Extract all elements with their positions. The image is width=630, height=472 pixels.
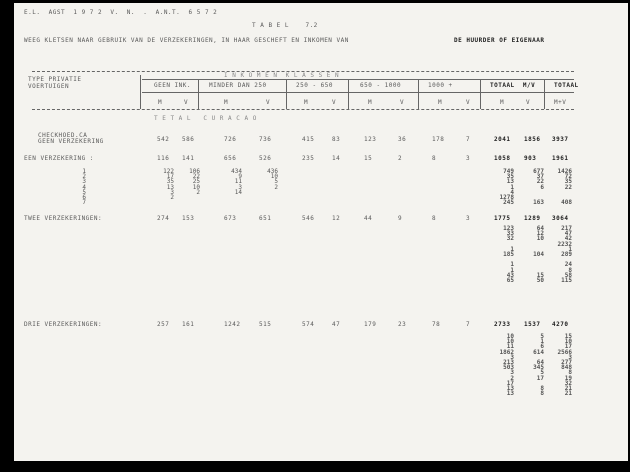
mv-9: M [438,99,443,106]
cell: 574 [302,321,315,328]
cell: 1856 [524,136,541,143]
detail-column-c11: 123 33 32 1 185 1 1 43 65 [503,225,514,285]
mv-6: V [332,99,337,106]
document-page [14,3,628,461]
cell: 656 [224,155,237,162]
cell: 8 [432,215,437,222]
detail-column-c11: 10 10 11 1862 3 213 503 3 2 17 13 13 [499,333,514,398]
cell: 651 [259,215,272,222]
cell: 44 [364,215,373,222]
mv-8: V [400,99,405,106]
cell: 673 [224,215,237,222]
cell: 586 [182,136,195,143]
cell: 7 [466,321,471,328]
cell: 161 [182,321,195,328]
cell: 12 [332,215,341,222]
cell: 526 [259,155,272,162]
cell: 515 [259,321,272,328]
cell: 14 [332,155,341,162]
group-header-3: 250 - 650 [296,82,334,89]
table-subtitle-right: DE HUURDER OF EIGENAAR [454,37,545,44]
cell: 3 [466,215,471,222]
detail-column-c12: 677 37 22 6 163 [533,168,544,207]
group-header-7: TOTAAL [554,82,579,89]
cell: 415 [302,136,315,143]
group-rule [142,92,574,93]
cell: 736 [259,136,272,143]
header-reference-line: E.L. AGST 1 9 7 2 V. N. . A.N.T. 6 5 7 2 [24,9,218,16]
cell: 546 [302,215,315,222]
cell: 83 [332,136,341,143]
cell: 2041 [494,136,511,143]
section3-label: TWEE VERZEKERINGEN: [24,215,103,222]
cell: 23 [398,321,407,328]
cell: 542 [157,136,170,143]
col-sep-5 [480,80,481,109]
region-label: T E T A L C U R A C A O [154,115,257,122]
cell: 903 [524,155,537,162]
cell: 2 [398,155,403,162]
mv-12: V [526,99,531,106]
section1-label-2: GEEN VERZEKERING [38,138,104,145]
detail-column-c3: 434 9 11 3 14 [231,168,242,196]
cell: 4270 [552,321,569,328]
cell: 726 [224,136,237,143]
stub-header-2: VOERTUIGEN [28,83,70,90]
stub-header-1: TYPE PRIVATIE [28,76,82,83]
detail-column-c13: 217 47 42 2232 1 289 24 8 58 115 [557,225,572,285]
mv-1: M [158,99,163,106]
cell: 123 [364,136,377,143]
cell: 257 [157,321,170,328]
cell: 153 [182,215,195,222]
cell: 3937 [552,136,569,143]
mv-13: M+V [554,99,567,106]
detail-column-c12: 5 1 6 614 64 345 5 17 8 8 [533,333,544,398]
cell: 3 [466,155,471,162]
col-sep-3 [348,80,349,109]
cell: 7 [466,136,471,143]
cell: 36 [398,136,407,143]
table-subtitle-left: WEEG KLETSEN NAAR GEBRUIK VAN DE VERZEKERINGEN, IN HAAR GESCHEFT EN INKOMEN VAN [24,37,349,44]
mv-3: M [224,99,229,106]
col-sep-1 [198,80,199,109]
cell: 3064 [552,215,569,222]
group-header-1: GEEN INK. [154,82,192,89]
cell: 179 [364,321,377,328]
detail-column-c13: 1426 72 35 22 408 [557,168,572,207]
cell: 78 [432,321,441,328]
cell: 178 [432,136,445,143]
cell: 2733 [494,321,511,328]
cell: 8 [432,155,437,162]
group-header-6: TOTAAL M/V [490,82,536,89]
band-rule [142,79,574,80]
cell: 1537 [524,321,541,328]
mv-11: M [500,99,505,106]
mv-5: M [304,99,309,106]
group-header-4: 650 - 1000 [360,82,402,89]
cell: 274 [157,215,170,222]
mv-7: M [368,99,373,106]
mv-10: V [466,99,471,106]
cell: 1242 [224,321,241,328]
detail-column-c2: 106 22 25 10 2 [189,168,200,196]
detail-column-c11: 749 35 13 1 4 1278 245 [499,168,514,207]
cell: 116 [157,155,170,162]
cell: 1961 [552,155,569,162]
income-band-label: I N K O M E N K L A S S E N [224,72,340,79]
detail-column-c12: 64 12 10 104 15 50 [533,225,544,285]
table-number: T A B E L 7.2 [252,22,318,29]
section1-label-1: CHECKHOED.CA [38,132,88,139]
detail-column-stub: 1 2 3 4 5 6 7 [82,168,86,207]
group-header-2: MINDER DAN 250 [209,82,267,89]
detail-column-c13: 15 10 17 2566 3 277 848 8 19 32 21 21 [557,333,572,398]
scan-border-bottom [0,461,630,472]
cell: 15 [364,155,373,162]
cell: 1289 [524,215,541,222]
cell: 1058 [494,155,511,162]
col-sep-2 [286,80,287,109]
mv-4: V [266,99,271,106]
col-sep-4 [418,80,419,109]
cell: 47 [332,321,341,328]
cell: 9 [398,215,403,222]
mv-2: V [184,99,189,106]
detail-column-c4: 436 10 5 2 [267,168,278,191]
col-sep-6 [544,80,545,109]
detail-column-c1: 122 17 35 13 3 2 [163,168,174,202]
group-header-5: 1000 + [428,82,453,89]
section4-label: DRIE VERZEKERINGEN: [24,321,103,328]
cell: 235 [302,155,315,162]
cell: 141 [182,155,195,162]
section2-label: EEN VERZEKERING : [24,155,94,162]
col-sep-0 [140,75,141,109]
cell: 1775 [494,215,511,222]
header-rule-bottom [32,109,574,110]
